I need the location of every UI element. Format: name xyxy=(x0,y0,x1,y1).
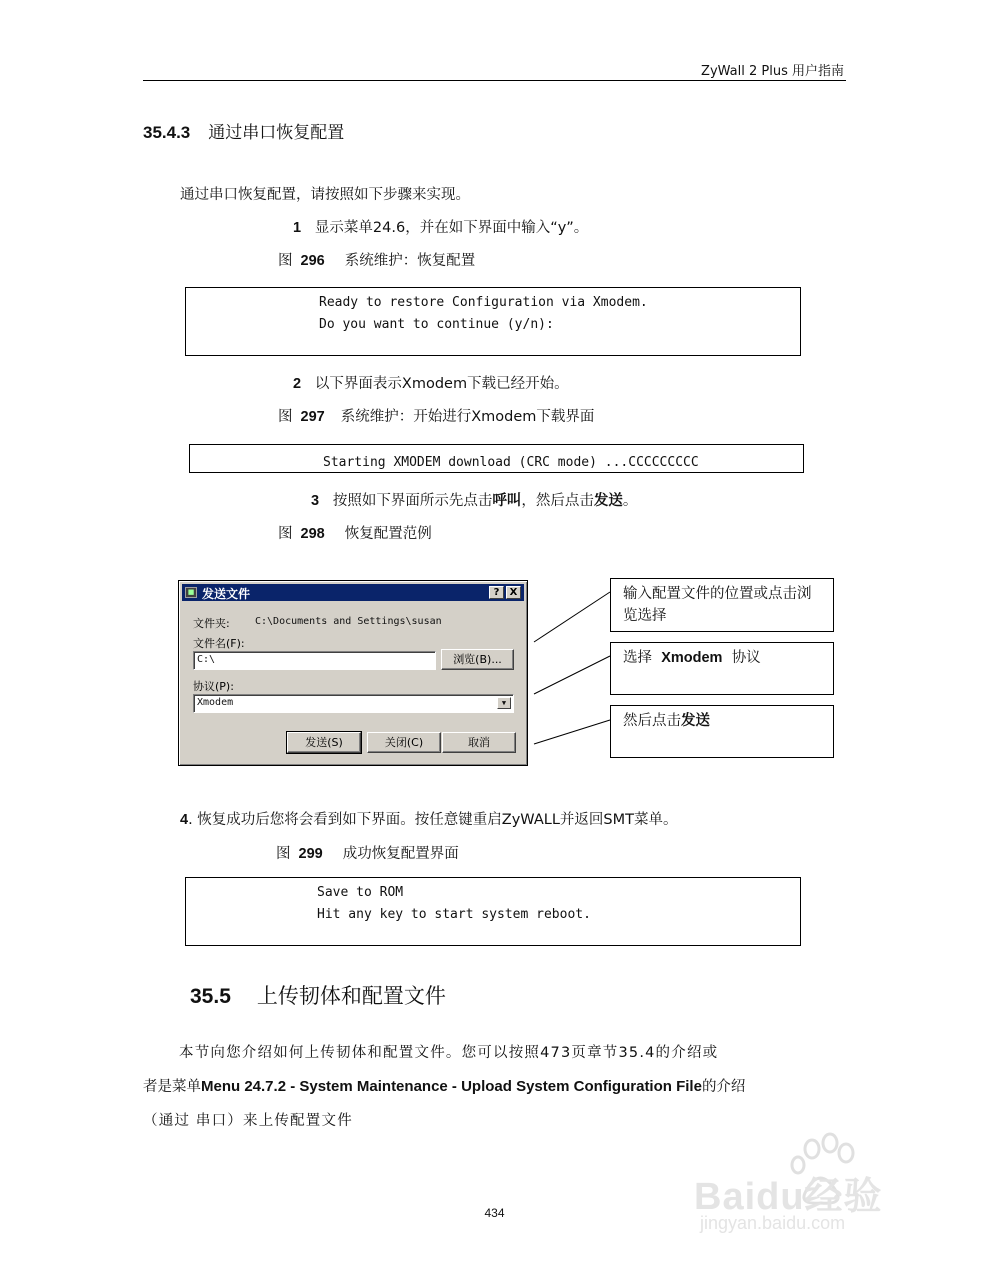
watermark-text: Baidu经验 xyxy=(694,1176,883,1218)
browse-button[interactable]: 浏览(B)... xyxy=(441,649,514,670)
terminal-line: Starting XMODEM download (CRC mode) ...CCCCCCCCC xyxy=(323,455,699,470)
step-text: 以下界面表示Xmodem下载已经开始。 xyxy=(314,376,569,392)
callout-text: 然后点击 xyxy=(623,713,681,729)
figure-caption-299 xyxy=(276,842,459,863)
callout-lines xyxy=(520,580,620,760)
terminal-line: Do you want to continue (y/n): xyxy=(319,317,554,332)
figure-word: 图 xyxy=(278,253,293,269)
protocol-label: 协议(P): xyxy=(193,680,234,693)
baidu-watermark xyxy=(694,1125,934,1245)
figure-caption-298 xyxy=(278,522,432,543)
paragraph-line-1 xyxy=(143,1036,848,1070)
filename-input[interactable]: C:\ xyxy=(193,651,436,670)
step-number: 2 xyxy=(293,376,302,392)
step-1 xyxy=(293,216,588,237)
step-bold-call: 呼叫 xyxy=(492,493,522,509)
callout-line-2 xyxy=(534,656,610,694)
section-title: 上传韧体和配置文件 xyxy=(256,984,446,1008)
filename-label: 文件名(F): xyxy=(193,637,245,650)
running-header: ZyWall 2 Plus 用户指南 xyxy=(701,64,844,79)
figure-title: 恢复配置范例 xyxy=(344,526,432,542)
terminal-screen-296 xyxy=(185,287,801,356)
figure-caption-296 xyxy=(278,249,475,270)
terminal-line: Save to ROM xyxy=(317,885,404,900)
paragraph-text: 者是菜单 xyxy=(143,1079,201,1095)
page-number: 434 xyxy=(484,1206,505,1220)
callout-text: 选择 xyxy=(623,650,652,666)
section-number: 35.4.3 xyxy=(143,123,191,142)
watermark-url: jingyan.baidu.com xyxy=(700,1213,846,1233)
cancel-button[interactable]: 取消 xyxy=(442,732,516,753)
callout-send xyxy=(610,705,834,758)
folder-label: 文件夹: xyxy=(193,617,230,630)
callout-filename: 输入配置文件的位置或点击浏览选择 xyxy=(610,578,834,632)
callout-line-3 xyxy=(534,720,610,744)
callout-text: 协议 xyxy=(731,650,761,666)
step-text: . 恢复成功后您将会看到如下界面。按任意键重启ZyWALL并返回SMT菜单。 xyxy=(188,812,678,828)
send-file-dialog xyxy=(178,580,528,766)
figure-caption-297 xyxy=(278,405,594,426)
figure-title: 系统维护：恢复配置 xyxy=(344,253,476,269)
step-text: 。 xyxy=(622,493,638,509)
close-icon[interactable]: X xyxy=(506,586,521,599)
paragraph-text: （通过 串口）来上传配置文件 xyxy=(143,1113,353,1129)
step-number: 4 xyxy=(180,812,189,828)
terminal-screen-299 xyxy=(185,877,801,946)
header-rule xyxy=(143,80,846,81)
protocol-value: Xmodem xyxy=(197,697,234,708)
terminal-line: Hit any key to start system reboot. xyxy=(317,907,591,922)
step-2 xyxy=(293,372,569,393)
callout-protocol xyxy=(610,642,834,695)
section-paragraph xyxy=(143,1036,848,1138)
callout-bold: Xmodem xyxy=(661,650,723,666)
step-text: 显示菜单24.6，并在如下界面中输入“y”。 xyxy=(314,220,589,236)
terminal-line: Ready to restore Configuration via Xmodem. xyxy=(319,295,648,310)
dialog-titlebar xyxy=(182,584,524,601)
figure-number: 299 xyxy=(298,846,323,862)
step-3 xyxy=(311,489,637,510)
terminal-screen-297 xyxy=(189,444,804,473)
section-number: 35.5 xyxy=(190,985,231,1008)
step-number: 1 xyxy=(293,220,302,236)
step-text: ，然后点击 xyxy=(521,493,594,509)
figure-number: 298 xyxy=(300,526,325,542)
protocol-select[interactable] xyxy=(193,694,514,713)
help-button[interactable]: ? xyxy=(489,586,504,599)
dialog-title: 发送文件 xyxy=(202,587,251,601)
paragraph-line-2 xyxy=(143,1070,848,1104)
step-text: 按照如下界面所示先点击 xyxy=(332,493,493,509)
figure-word: 图 xyxy=(278,526,293,542)
chevron-down-icon[interactable]: ▼ xyxy=(497,697,511,709)
paragraph-text: 的介绍 xyxy=(701,1079,746,1095)
folder-path: C:\Documents and Settings\susan xyxy=(255,616,442,627)
section-heading-35-4-3 xyxy=(143,118,344,143)
figure-number: 296 xyxy=(300,253,325,269)
intro-paragraph: 通过串口恢复配置，请按照如下步骤来实现。 xyxy=(180,187,470,203)
callout-line-1 xyxy=(534,592,610,642)
send-button[interactable]: 发送(S) xyxy=(287,732,361,753)
section-heading-35-5 xyxy=(190,980,446,1010)
step-bold-send: 发送 xyxy=(593,493,623,509)
step-number: 3 xyxy=(311,493,320,509)
figure-number: 297 xyxy=(300,409,325,425)
section-title: 通过串口恢复配置 xyxy=(208,123,345,143)
figure-word: 图 xyxy=(278,409,293,425)
hyperterminal-icon: ■ xyxy=(185,587,197,598)
callout-bold: 发送 xyxy=(681,713,710,729)
menu-path: Menu 24.7.2 - System Maintenance - Upload System Configuration File xyxy=(201,1078,702,1095)
close-button[interactable]: 关闭(C) xyxy=(367,732,441,753)
figure-word: 图 xyxy=(276,846,291,862)
step-4 xyxy=(180,808,678,829)
figure-title: 系统维护：开始进行Xmodem下载界面 xyxy=(340,409,595,425)
figure-title: 成功恢复配置界面 xyxy=(342,846,459,862)
paragraph-text: 本节向您介绍如何上传韧体和配置文件。您可以按照473页章节35.4的介绍或 xyxy=(179,1045,719,1061)
